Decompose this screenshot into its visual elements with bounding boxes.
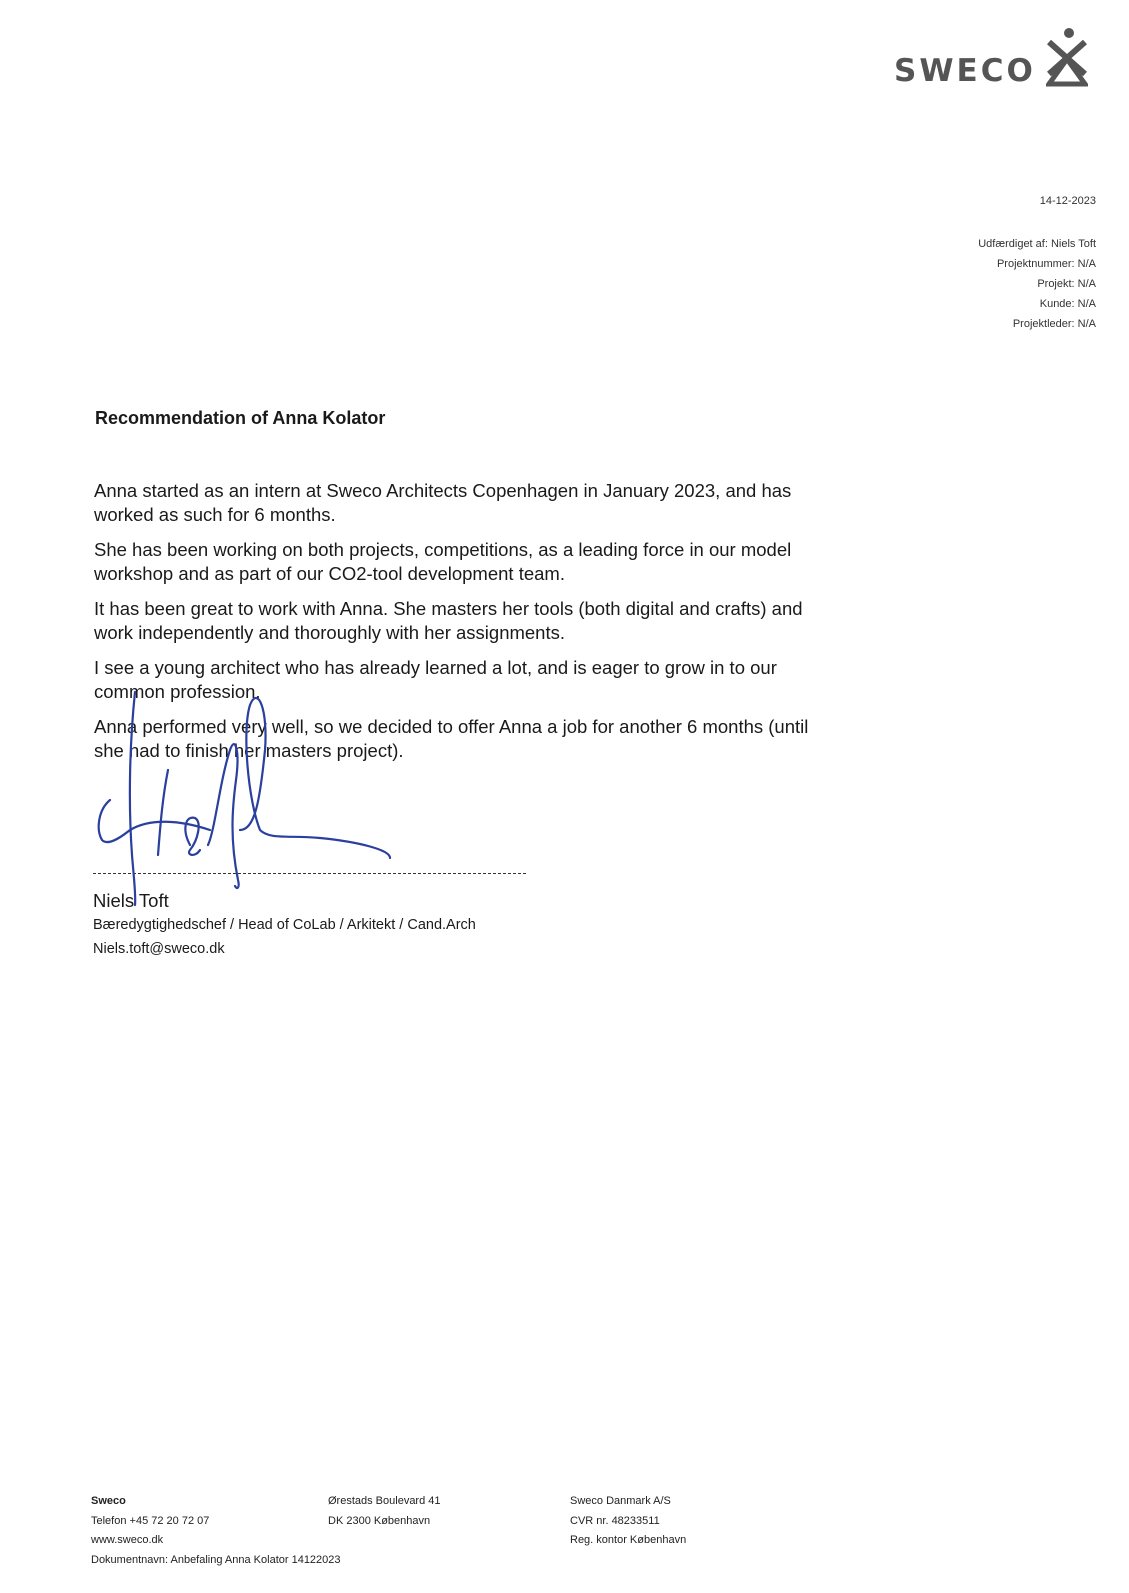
body-paragraph: It has been great to work with Anna. She masters her tools (both digital and crafts) and work independently and thoroughly with her assignments. <box>94 598 803 643</box>
body-paragraph: Anna performed very well, so we decided to offer Anna a job for another 6 months (until she had to finish her masters project). <box>94 716 809 761</box>
signatory-email: Niels.toft@sweco.dk <box>93 941 225 957</box>
meta-project: Projekt: N/A <box>1037 278 1096 290</box>
signatory-title: Bæredygtighedschef / Head of CoLab / Arkitekt / Cand.Arch <box>93 917 476 933</box>
meta-project-lead: Projektleder: N/A <box>1012 318 1096 330</box>
footer-city: DK 2300 København <box>328 1514 431 1527</box>
footer-registration <box>570 1492 686 1551</box>
meta-client: Kunde: N/A <box>1039 298 1096 310</box>
signatory-name: Niels Toft <box>93 890 169 911</box>
letter-subject: Recommendation of Anna Kolator <box>95 408 386 428</box>
meta-project-number: Projektnummer: N/A <box>996 258 1096 270</box>
footer-cvr: CVR nr. 48233511 <box>570 1514 660 1527</box>
sweco-emblem-icon <box>1046 26 1088 88</box>
footer-legal-name: Sweco Danmark A/S <box>570 1495 671 1507</box>
footer-company-name: Sweco <box>91 1495 126 1507</box>
logo-wordmark: SWECO <box>894 53 1036 89</box>
footer-website: www.sweco.dk <box>91 1534 164 1546</box>
sweco-logo <box>894 26 1104 92</box>
signature-line <box>93 873 526 874</box>
meta-prepared-by: Udfærdiget af: Niels Toft <box>978 238 1096 250</box>
letter-body <box>94 479 814 774</box>
footer-address <box>328 1492 441 1531</box>
body-paragraph: She has been working on both projects, competitions, as a leading force in our model workshop and as part of our CO2-tool development team. <box>94 539 792 584</box>
body-paragraph: I see a young architect who has already learned a lot, and is eager to grow in to our common profession. <box>94 657 777 702</box>
letter-date: 14-12-2023 <box>1039 195 1096 207</box>
footer-street: Ørestads Boulevard 41 <box>328 1495 441 1507</box>
footer-company-contact <box>91 1492 341 1570</box>
footer-phone: Telefon +45 72 20 72 07 <box>91 1514 210 1527</box>
footer-document-name: Dokumentnavn: Anbefaling Anna Kolator 14122023 <box>91 1553 341 1566</box>
document-metadata <box>978 234 1096 334</box>
footer-registered-office: Reg. kontor København <box>570 1534 687 1546</box>
body-paragraph: Anna started as an intern at Sweco Architects Copenhagen in January 2023, and has worked as such for 6 months. <box>94 480 792 525</box>
